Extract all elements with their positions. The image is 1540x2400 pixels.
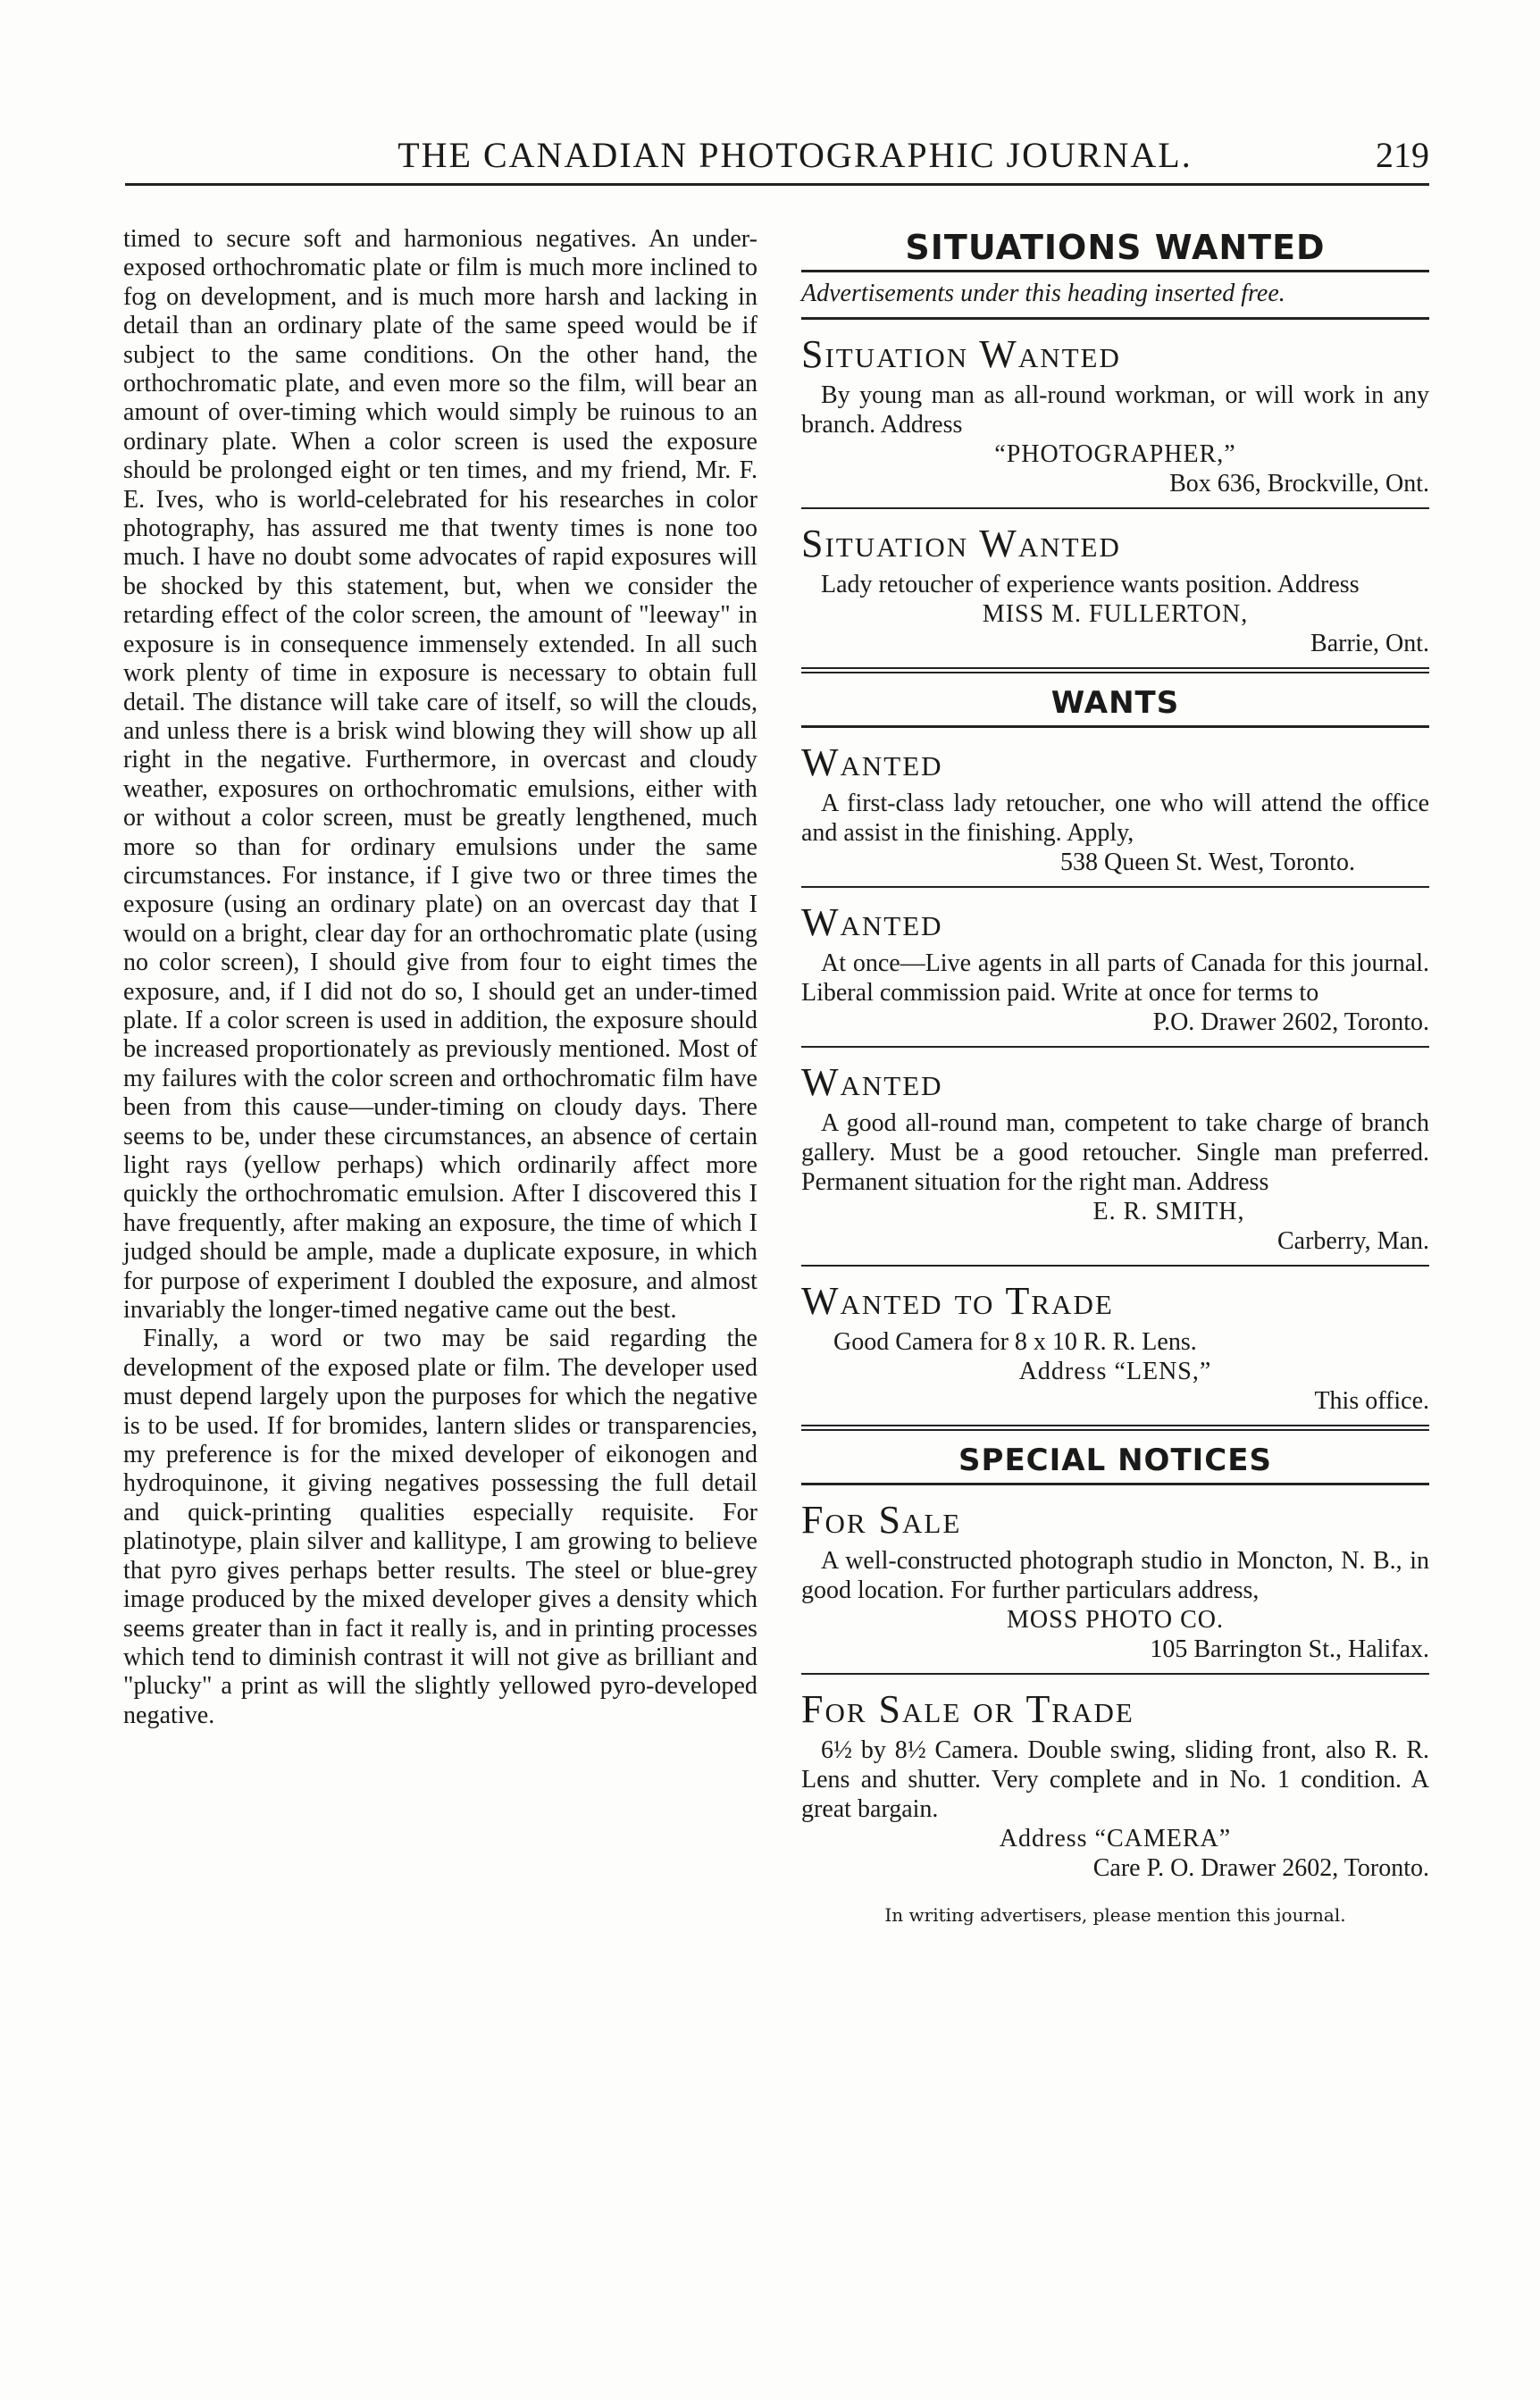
ad-address: Barrie, Ont. — [1310, 630, 1429, 657]
page-number: 219 — [1376, 135, 1429, 175]
ad-name: E. R. SMITH, — [1092, 1198, 1245, 1225]
header-rule — [125, 183, 1429, 186]
ad-address: 105 Barrington St., Halifax. — [1150, 1635, 1429, 1663]
ad-address: Carberry, Man. — [1276, 1227, 1429, 1255]
ad-name: “PHOTOGRAPHER,” — [994, 440, 1236, 468]
ad-body: A good all-round man, competent to take charge of branch gallery. Must be a good retoucher. Single man preferred. Permanent situation for the right man. Address — [801, 1109, 1429, 1196]
ad-name: MISS M. FULLERTON, — [982, 600, 1249, 628]
wants-heading: WANTS — [1050, 685, 1180, 721]
ad-body: Good Camera for 8 x 10 R. R. Lens. — [833, 1328, 1197, 1356]
situation-ad-1 — [801, 320, 1429, 507]
special-notices-heading: SPECIAL NOTICES — [958, 1443, 1272, 1478]
ad-address: Care P. O. Drawer 2602, Toronto. — [1092, 1854, 1429, 1882]
ad-body: By young man as all-round workman, or will work in any branch. Address — [801, 381, 1429, 439]
section-double-rule — [801, 1425, 1429, 1431]
section-double-rule — [801, 667, 1429, 673]
ad-title: Wanted — [801, 900, 943, 944]
ad-body: A well-constructed photograph studio in Moncton, N. B., in good location. For further particulars address, — [801, 1547, 1429, 1604]
ad-body: 6½ by 8½ Camera. Double swing, sliding front, also R. R. Lens and shutter. Very complete and in No. 1 condition. A great bargain. — [801, 1736, 1429, 1823]
ad-title: Wanted to Trade — [801, 1279, 1114, 1323]
footer-note: In writing advertisers, please mention this journal. — [884, 1904, 1346, 1926]
situation-ad-2 — [801, 509, 1429, 667]
ad-name: Address “CAMERA” — [999, 1825, 1232, 1852]
article-column — [123, 225, 757, 1730]
situations-note: Advertisements under this heading inserted free. — [801, 280, 1285, 307]
ad-title: Situation Wanted — [801, 522, 1121, 565]
wants-ad-3 — [801, 1048, 1429, 1265]
running-head — [125, 134, 1429, 177]
ad-title: For Sale or Trade — [801, 1687, 1134, 1731]
ad-address: This office. — [1314, 1387, 1429, 1415]
ad-title: Situation Wanted — [801, 332, 1121, 376]
notice-ad-1 — [801, 1485, 1429, 1673]
situations-wanted-heading: SITUATIONS WANTED — [905, 228, 1326, 267]
wants-ad-1 — [801, 728, 1429, 886]
wants-ad-2 — [801, 888, 1429, 1046]
ad-name: MOSS PHOTO CO. — [1007, 1606, 1224, 1634]
article-paragraph-1: timed to secure soft and harmonious negatives. An under-exposed orthochromatic plate or film is much more inclined to fog on development, and is much more harsh and lacking in detail than an ordinary plate of the same speed would be if subject to the same conditions. On the other hand, the orthochromatic plate, and even more so the film, will bear an amount of over-timing which would simply be ruinous to an ordinary plate. When a color screen is used the exposure should be prolonged eight or ten times, and my friend, Mr. F. E. Ives, who is world-celebrated for his researches in color photography, has assured me that twenty times is none too much. I have no doubt some advocates of rapid exposures will be shocked by this statement, but, when we consider the retarding effect of the color screen, the amount of "leeway" in exposure is in consequence immensely extended. In all such work plenty of time in exposure is necessary to obtain full detail. The distance will take care of itself, so will the clouds, and unless there is a brisk wind blowing they will show up all right in the negative. Furthermore, in overcast and cloudy weather, exposures on orthochromatic emulsions, either with or without a color screen, must be greatly lengthened, much more so than for ordinary emulsions under the same circumstances. For instance, if I give two or three times the exposure (using an ordinary plate) on an overcast day that I would on a bright, clear day for an orthochromatic plate (using no color screen), I should give from four to eight times the exposure, and, if I did not do so, I should get an under-timed plate. If a color screen is used in addition, the exposure should be increased proportionately as previously mentioned. Most of my failures with the color screen and orthochromatic film have been from this cause—under-timing on cloudy days. There seems to be, under these circumstances, an absence of certain light rays (yellow perhaps) which ordinarily affect more quickly the orthochromatic emulsion. After I discovered this I have frequently, after making an exposure, the time of which I judged should be ample, made a duplicate exposure, in which for purpose of experiment I doubled the exposure, and almost invariably the longer-timed negative came out the best. — [123, 225, 757, 1325]
article-paragraph-2: Finally, a word or two may be said regarding the development of the exposed plate or film. The developer used must depend largely upon the purposes for which the negative is to be used. If for bromides, lantern slides or transparencies, my preference is for the mixed developer of eikonogen and hydroquinone, it giving negatives possessing the full detail and quick-printing qualities especially requisite. For platinotype, plain silver and kallitype, I am growing to believe that pyro gives perhaps better results. The steel or blue-grey image produced by the mixed developer gives a density which seems greater than in fact it really is, and in printing processes which tend to diminish contrast it will not give as brilliant and "plucky" a print as will the slightly yellowed pyro-developed negative. — [123, 1325, 757, 1729]
journal-title: THE CANADIAN PHOTOGRAPHIC JOURNAL. — [398, 135, 1193, 175]
notice-ad-2 — [801, 1675, 1429, 1892]
ad-title: Wanted — [801, 1060, 943, 1104]
ad-title: Wanted — [801, 740, 943, 784]
section-rule — [801, 270, 1429, 272]
ad-body: At once—Live agents in all parts of Canada for this journal. Liberal commission paid. Write at once for terms to — [801, 949, 1429, 1007]
ad-title: For Sale — [801, 1498, 962, 1542]
ad-address: Box 636, Brockville, Ont. — [1169, 470, 1429, 498]
ad-address: P.O. Drawer 2602, Toronto. — [1152, 1008, 1429, 1036]
ad-body: Lady retoucher of experience wants position. Address — [821, 571, 1360, 598]
wants-ad-4 — [801, 1267, 1429, 1425]
classifieds-column — [801, 225, 1429, 1926]
ad-body: A first-class lady retoucher, one who will attend the office and assist in the finishing. Apply, — [801, 790, 1429, 847]
ad-address: 538 Queen St. West, Toronto. — [1060, 849, 1355, 876]
ad-name: Address “LENS,” — [1018, 1358, 1212, 1385]
